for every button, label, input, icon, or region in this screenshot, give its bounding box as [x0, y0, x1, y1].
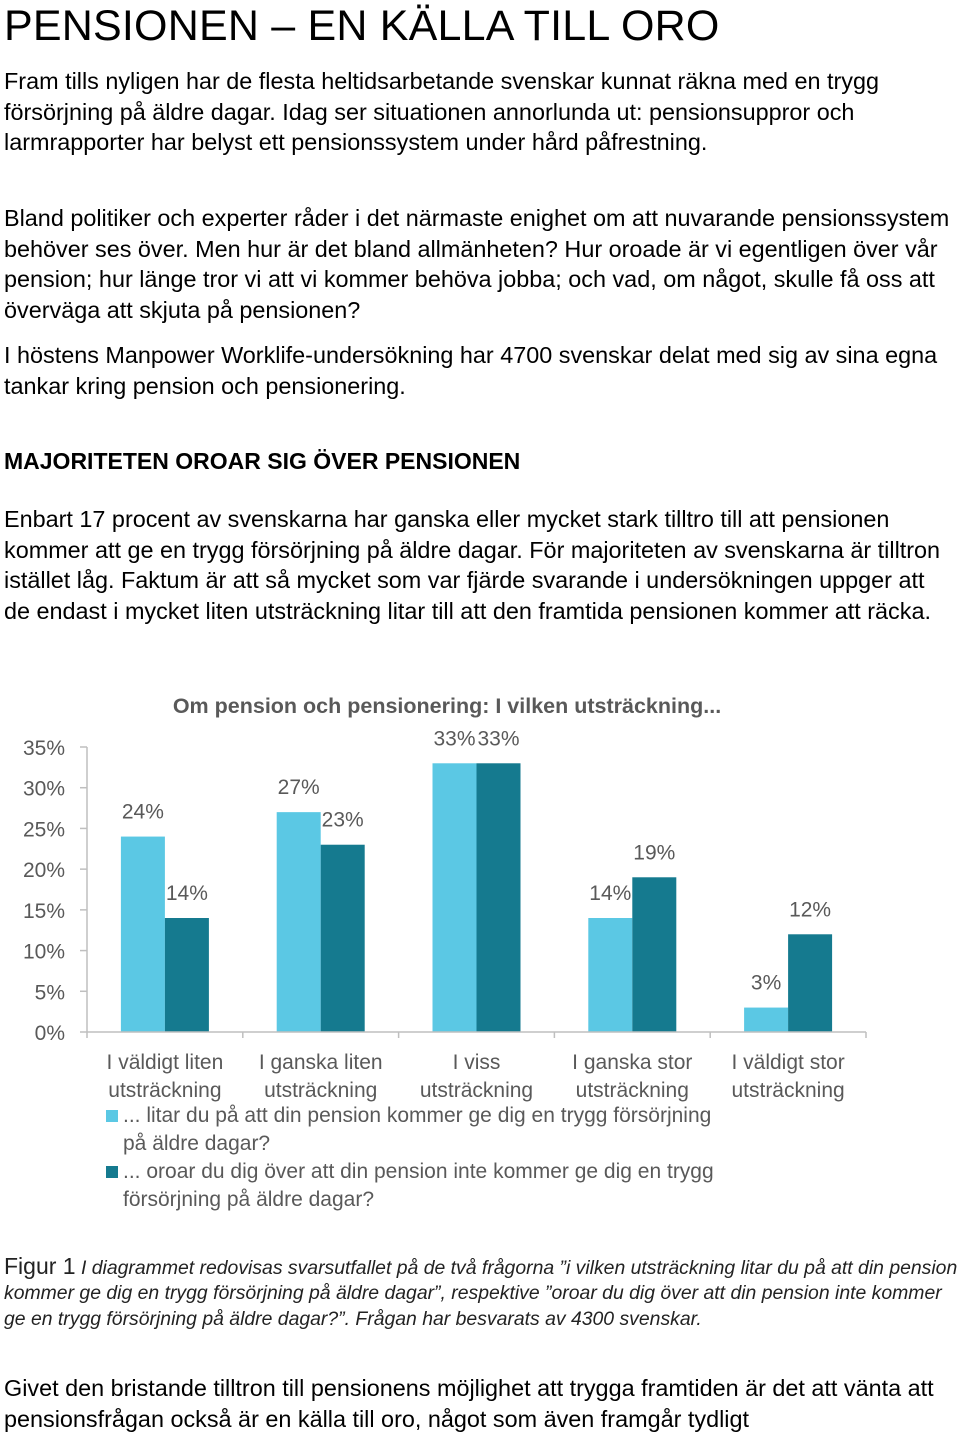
- legend-label: försörjning på äldre dagar?: [123, 1188, 374, 1211]
- x-category-label: I viss: [452, 1051, 501, 1074]
- x-category-label: utsträckning: [419, 1079, 534, 1102]
- figure-caption: [4, 1254, 959, 1332]
- figure-caption-text: I diagrammet redovisas svarsutfallet på de två frågorna ”i vilken utsträckning litar du på att din pension kommer ge dig en trygg försörjning på äldre dagar”, respektive ”oroar du dig över att din pension inte kommer ge en trygg försörjning på äldre dagar?”. Frågan har besvarats av 4300 svenskar.: [4, 1257, 958, 1330]
- bar-series-1: [277, 812, 321, 1032]
- bar-chart: [0, 688, 960, 1233]
- x-category-label: I väldigt stor: [731, 1051, 845, 1074]
- bar-data-label: 33%: [477, 727, 520, 751]
- intro-paragraph-2: Bland politiker och experter råder i det närmaste enighet om att nuvarande pensionssystem behöver ses över. Men hur är det bland allmänheten? Hur oroade är vi egentligen över vår pension; hur länge tror vi att vi kommer behöva jobba; och vad, om något, skulle få oss att överväga att skjuta på pensionen?: [4, 205, 950, 323]
- bar-data-label: 12%: [789, 898, 832, 922]
- bar-data-label: 33%: [433, 727, 476, 751]
- bar-data-label: 14%: [165, 882, 208, 905]
- x-category-label: I väldigt liten: [106, 1051, 224, 1074]
- section-heading: MAJORITETEN OROAR SIG ÖVER PENSIONEN: [4, 448, 521, 474]
- x-category-label: I ganska liten: [258, 1051, 383, 1074]
- y-tick-label: 30%: [22, 777, 65, 801]
- legend-label: ... oroar du dig över att din pension inte kommer ge dig en trygg: [123, 1160, 714, 1183]
- bar-series-2: [788, 934, 832, 1032]
- x-category-label: I ganska stor: [572, 1051, 693, 1074]
- page-title: PENSIONEN – EN KÄLLA TILL ORO: [4, 2, 720, 50]
- intro-paragraph-3: I höstens Manpower Worklife-undersökning har 4700 svenskar delat med sig av sina egna tankar kring pension och pensionering.: [4, 342, 938, 399]
- bar-series-1: [121, 837, 165, 1032]
- bar-series-1: [744, 1008, 788, 1032]
- y-tick-label: 25%: [22, 818, 65, 842]
- bar-series-2: [165, 918, 209, 1032]
- y-tick-label: 20%: [22, 859, 65, 883]
- bar-series-1: [433, 763, 477, 1032]
- x-category-label: utsträckning: [108, 1079, 222, 1102]
- legend-label: ... litar du på att din pension kommer ge dig en trygg försörjning: [123, 1104, 712, 1127]
- x-category-label: utsträckning: [575, 1079, 689, 1102]
- bar-data-label: 19%: [633, 841, 676, 865]
- final-paragraph: Givet den bristande tilltron till pensionens möjlighet att trygga framtiden är det att vänta att pensionsfrågan också är en källa till oro, något som även framgår tydligt: [4, 1375, 934, 1432]
- legend-swatch-series-2: [106, 1166, 118, 1178]
- bar-data-label: 27%: [277, 776, 320, 800]
- bar-series-2: [632, 877, 676, 1032]
- bar-series-2: [321, 845, 365, 1032]
- figure-label: Figur 1: [4, 1253, 76, 1279]
- y-tick-label: 10%: [22, 940, 65, 964]
- legend-swatch-series-1: [106, 1110, 118, 1122]
- y-tick-label: 35%: [22, 737, 65, 760]
- bar-data-label: 14%: [589, 882, 632, 905]
- legend-label: på äldre dagar?: [123, 1132, 271, 1155]
- section-body: Enbart 17 procent av svenskarna har ganska eller mycket stark tilltro till att pensionen kommer att ge en trygg försörjning på äldre dagar. För majoriteten av svenskarna är tilltron istället låg. Faktum är att så mycket som var fjärde svarande i undersökningen uppger att de endast i mycket liten utsträckning litar till att den framtida pensionen kommer att räcka.: [4, 506, 941, 624]
- chart-title: Om pension och pensionering: I vilken utsträckning...: [172, 694, 722, 718]
- y-tick-label: 5%: [34, 981, 65, 1005]
- y-tick-label: 0%: [34, 1022, 65, 1045]
- y-tick-label: 15%: [22, 899, 65, 923]
- bar-series-2: [477, 763, 521, 1032]
- bar-data-label: 24%: [121, 800, 164, 824]
- bar-data-label: 23%: [321, 808, 364, 832]
- x-category-label: utsträckning: [731, 1079, 845, 1102]
- bar-series-1: [588, 918, 632, 1032]
- bar-data-label: 3%: [750, 971, 782, 995]
- intro-paragraph-1: Fram tills nyligen har de flesta heltidsarbetande svenskar kunnat räkna med en trygg försörjning på äldre dagar. Idag ser situationen annorlunda ut: pensionsuppror och larmrapporter har belyst ett pensionssystem under hård påfrestning.: [4, 68, 880, 156]
- x-category-label: utsträckning: [264, 1079, 378, 1102]
